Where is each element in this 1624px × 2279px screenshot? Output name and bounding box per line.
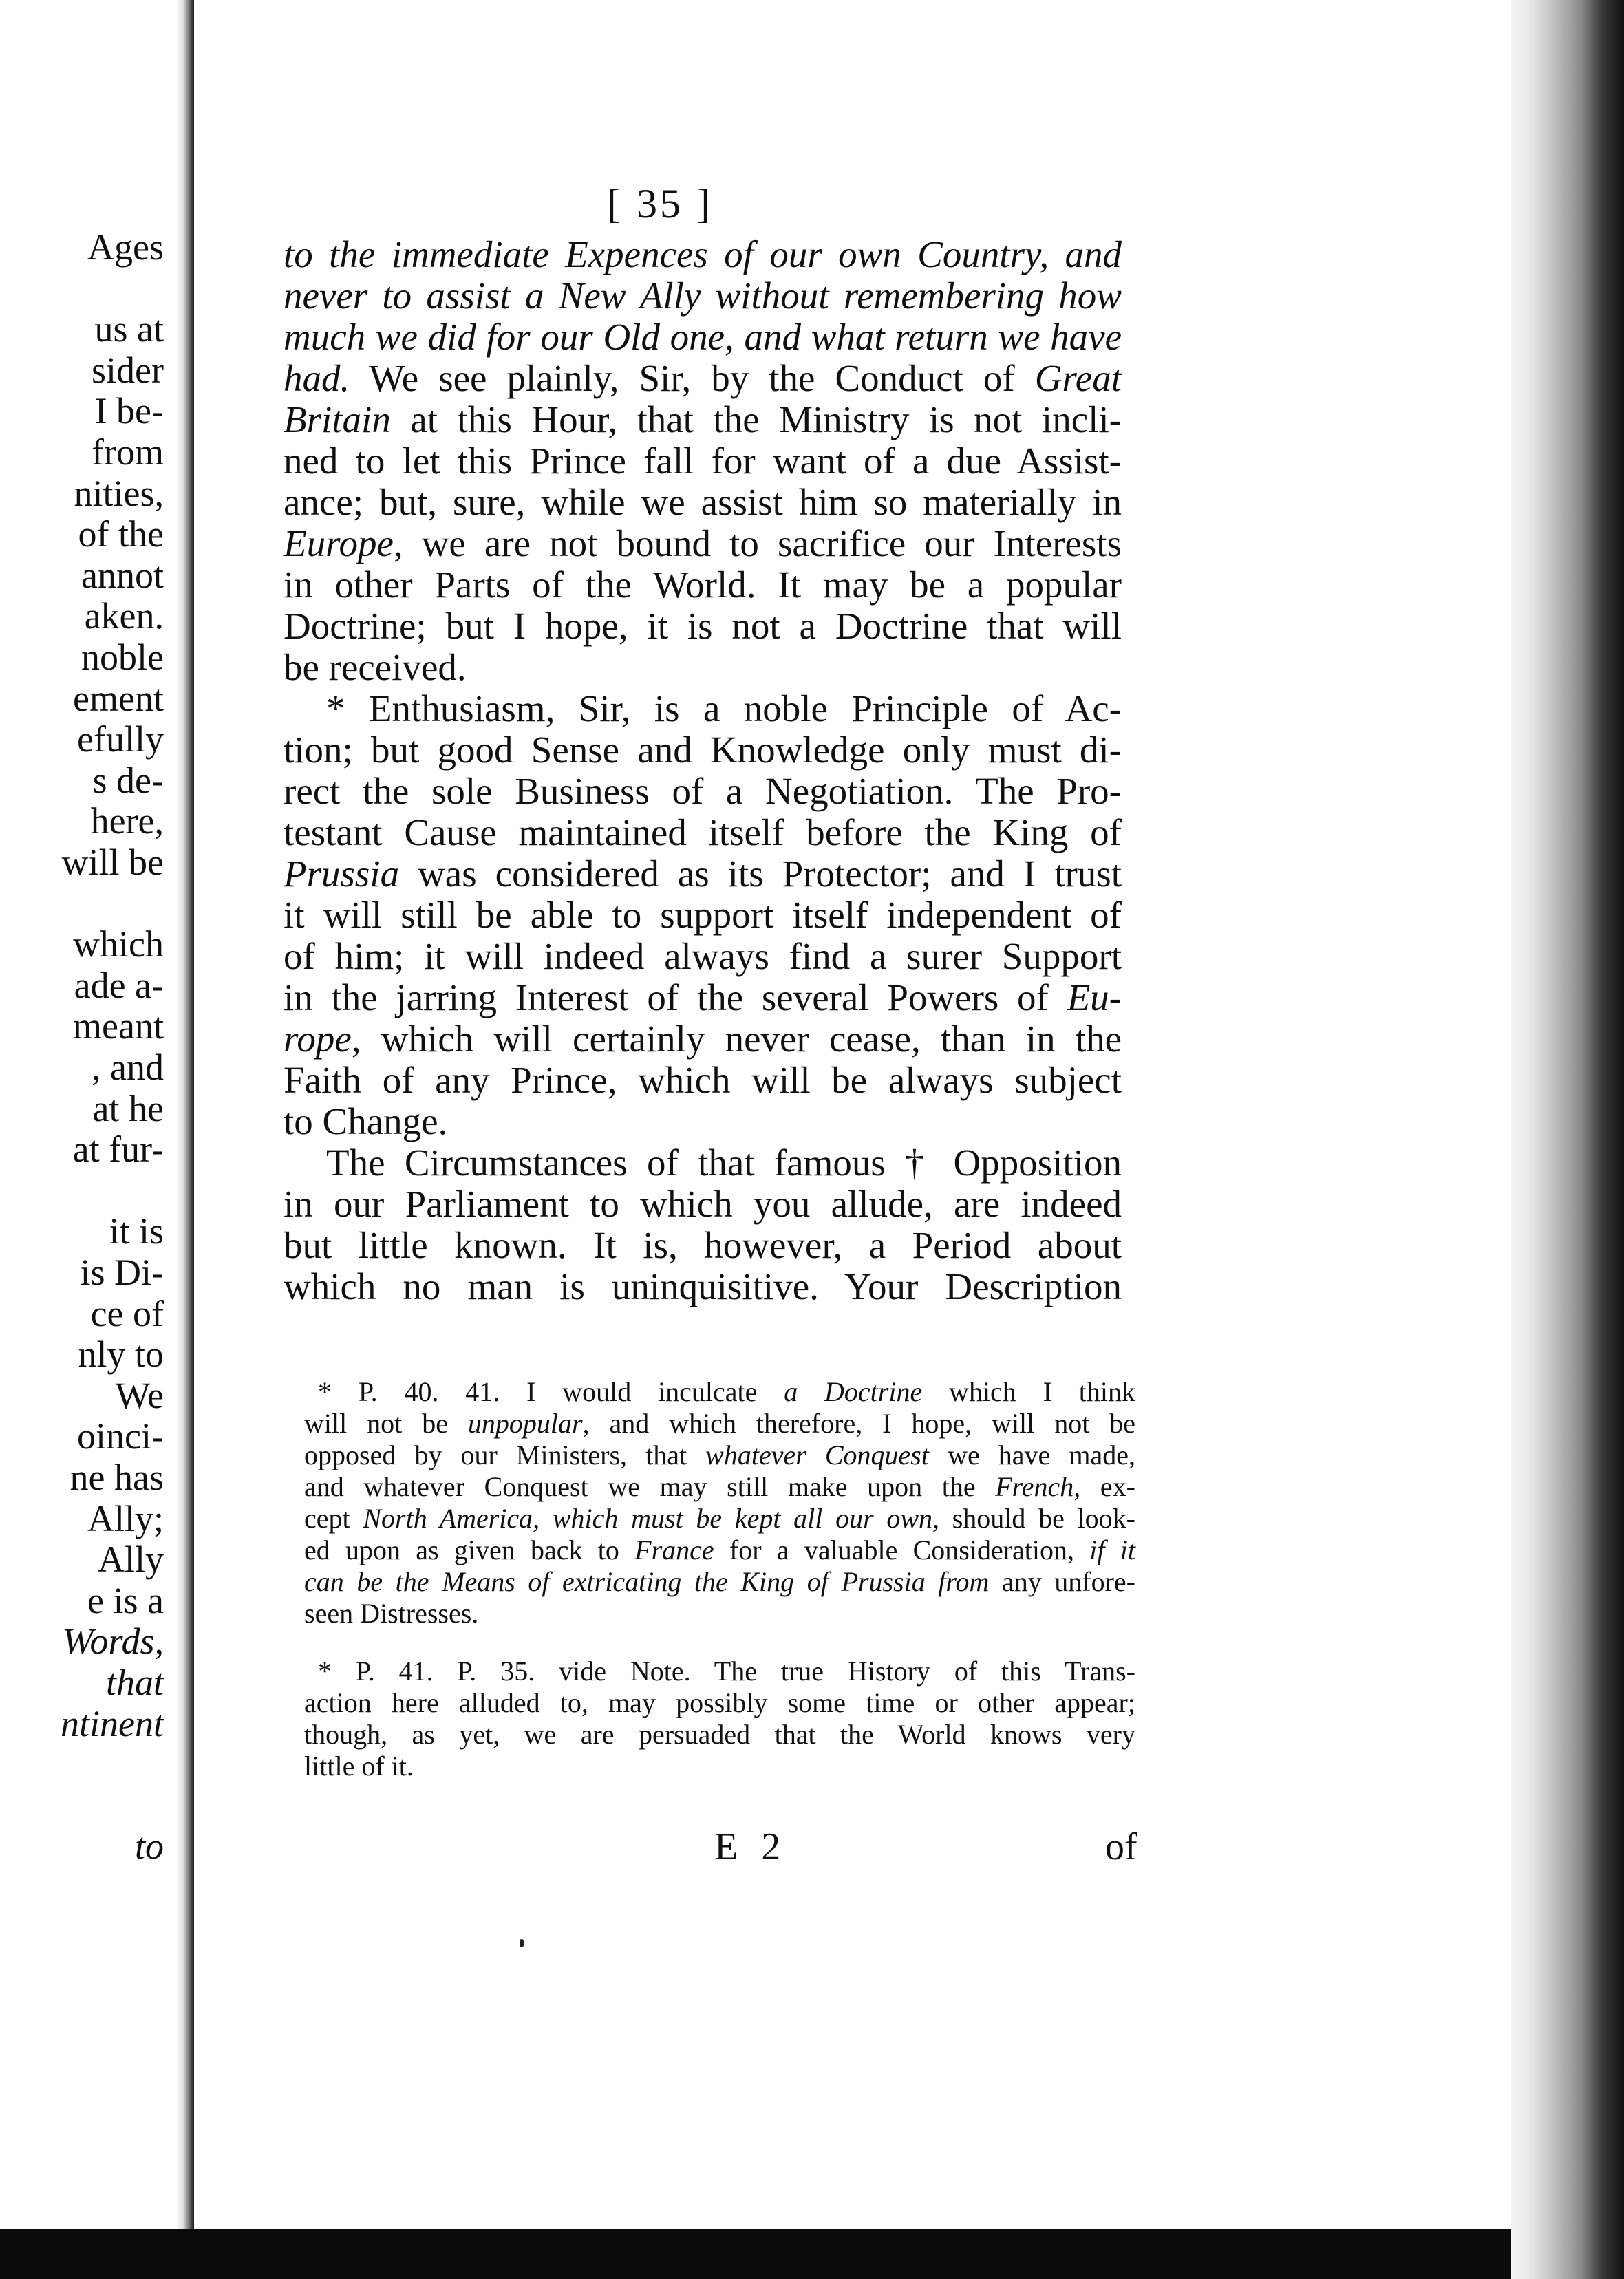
text: we have made, xyxy=(928,1440,1136,1470)
left-page-fragment: s de- xyxy=(92,759,164,801)
text-line xyxy=(284,1266,1122,1307)
text: which I think xyxy=(922,1376,1135,1407)
text: be received. xyxy=(284,646,467,688)
footnote-line xyxy=(304,1440,1135,1471)
text-line xyxy=(284,1018,1122,1060)
text-line xyxy=(284,1060,1122,1101)
text: , and which therefore, I hope, will not be xyxy=(582,1408,1136,1439)
page-number: [ 35 ] xyxy=(607,181,713,226)
italic-text: Prussia xyxy=(284,853,400,895)
text-line xyxy=(284,564,1122,606)
text: testant Cause maintained itself before the King of xyxy=(284,811,1122,853)
left-page-fragment: from xyxy=(92,431,164,473)
footnote-line xyxy=(304,1656,1135,1687)
text: in the jarring Interest of the several Powers of xyxy=(284,976,1067,1018)
text-line xyxy=(284,936,1122,977)
text: of him; it will indeed always find a surer Support xyxy=(284,935,1122,977)
text: ned to let this Prince fall for want of a due Assist- xyxy=(284,440,1122,482)
text-line xyxy=(284,1184,1122,1225)
footnote-line xyxy=(304,1503,1135,1534)
left-page-fragment: at he xyxy=(92,1087,164,1129)
text: ed upon as given back to xyxy=(304,1534,635,1565)
text: Doctrine; but I hope, it is not a Doctrine that will xyxy=(284,605,1122,647)
text: action here alluded to, may possibly some time or other appear; xyxy=(304,1687,1135,1718)
text: in other Parts of the World. It may be a popular xyxy=(284,564,1122,606)
footnote xyxy=(304,1656,1135,1782)
footnote-line xyxy=(304,1687,1135,1719)
text: * Enthusiasm, Sir, is a noble Principle of Ac- xyxy=(326,687,1122,729)
left-page-fragment: Words, xyxy=(62,1620,164,1662)
left-page-fragment: Ally xyxy=(97,1539,164,1581)
left-page-fragment: at fur- xyxy=(72,1128,164,1170)
footnote-line xyxy=(304,1751,1135,1782)
left-page-fragment: ntinent xyxy=(61,1702,164,1744)
left-page-fragment: nly to xyxy=(78,1334,164,1376)
text: which no man is uninquisitive. Your Description xyxy=(284,1265,1122,1307)
footnote-line xyxy=(304,1719,1135,1751)
text: should be look- xyxy=(939,1503,1135,1534)
left-page-fragment: ade a- xyxy=(74,964,164,1006)
italic-text: Great xyxy=(1034,357,1122,399)
footnotes xyxy=(304,1376,1135,1782)
left-page-fragment: ce of xyxy=(90,1292,164,1334)
left-page-fragment: noble xyxy=(81,636,164,678)
footnote-line xyxy=(304,1566,1135,1598)
body-text xyxy=(284,234,1122,1307)
italic-text: France xyxy=(634,1534,714,1565)
left-page-fragment: it is xyxy=(109,1210,164,1252)
italic-text: if it xyxy=(1089,1534,1136,1565)
text-line xyxy=(284,895,1122,936)
text: ance; but, sure, while we assist him so materially in xyxy=(284,481,1122,523)
italic-text: rope xyxy=(284,1018,352,1060)
book-gutter xyxy=(176,0,194,2229)
text-line xyxy=(284,317,1122,358)
left-page-fragment: is Di- xyxy=(80,1252,164,1293)
footnote xyxy=(304,1376,1135,1629)
left-page-fragment: We xyxy=(115,1374,164,1416)
text-line xyxy=(284,771,1122,812)
left-page-fragment: nities, xyxy=(74,472,164,514)
text-line xyxy=(284,606,1122,647)
footnote-line xyxy=(304,1598,1135,1629)
ink-speck xyxy=(520,1939,524,1947)
left-facing-page xyxy=(0,0,194,2229)
italic-text: Eu- xyxy=(1067,976,1122,1018)
left-page-fragment: , and xyxy=(92,1047,164,1088)
footnote-line xyxy=(304,1376,1135,1408)
text: any unfore- xyxy=(989,1566,1135,1597)
left-page-fragment: e is a xyxy=(87,1579,164,1621)
text: at this Hour, that the Ministry is not incli- xyxy=(390,398,1122,440)
left-page-fragment: here, xyxy=(90,800,164,842)
text-line xyxy=(284,812,1122,853)
text-line xyxy=(284,1142,1122,1184)
italic-text: never to assist a New Ally without remembering how xyxy=(284,275,1122,317)
text: was considered as its Protector; and I trust xyxy=(399,853,1122,895)
left-page-fragment: I be- xyxy=(94,390,164,432)
left-page-fragment: us at xyxy=(94,308,164,350)
text: will not be xyxy=(304,1408,468,1439)
text: The Circumstances of that famous † Opposition xyxy=(326,1142,1122,1184)
text-line xyxy=(284,729,1122,771)
text: to Change. xyxy=(284,1100,448,1142)
italic-text: to the immediate Expences of our own Country, and xyxy=(284,233,1122,275)
italic-text: unpopular xyxy=(467,1408,583,1439)
italic-text: much we did for our Old one, and what return we have xyxy=(284,316,1122,358)
left-page-fragment: to xyxy=(134,1826,164,1868)
text: and whatever Conquest we may still make upon the xyxy=(304,1471,996,1502)
text: We see plainly, Sir, by the Conduct of xyxy=(350,357,1035,399)
text: in our Parliament to which you allude, are indeed xyxy=(284,1183,1122,1225)
text-line xyxy=(284,1225,1122,1266)
catchword: of xyxy=(1105,1826,1137,1868)
text-line xyxy=(284,853,1122,895)
italic-text: whatever Conquest xyxy=(705,1440,929,1470)
left-page-fragment: will be xyxy=(61,842,164,883)
left-page-fragment: Ages xyxy=(87,226,164,268)
text-line xyxy=(284,482,1122,523)
left-page-fragment: which xyxy=(73,923,164,965)
text: , we are not bound to sacrifice our Interests xyxy=(393,522,1122,564)
italic-text: a Doctrine xyxy=(784,1376,923,1407)
text: * P. 40. 41. I would inculcate xyxy=(318,1376,784,1407)
text: rect the sole Business of a Negotiation. The Pro- xyxy=(284,770,1122,812)
footnote-spacer xyxy=(304,1629,1135,1656)
text-line xyxy=(284,977,1122,1018)
left-page-fragment: efully xyxy=(77,718,164,760)
text: tion; but good Sense and Knowledge only must di- xyxy=(284,729,1122,771)
footnote-line xyxy=(304,1408,1135,1440)
left-page-fragment: that xyxy=(105,1662,164,1703)
left-page-fragment: ement xyxy=(73,677,164,719)
text: though, as yet, we are persuaded that the World knows very xyxy=(304,1719,1135,1750)
italic-text: North America, which must be kept all our own, xyxy=(363,1503,940,1534)
italic-text: Britain xyxy=(284,398,391,440)
page-edge-stack xyxy=(1511,0,1624,2279)
text: but little known. It is, however, a Period about xyxy=(284,1224,1122,1266)
text: Faith of any Prince, which will be always subject xyxy=(284,1059,1122,1101)
left-page-fragment: sider xyxy=(92,349,164,391)
text: * P. 41. P. 35. vide Note. The true History of this Trans- xyxy=(318,1656,1135,1687)
left-page-fragment: of the xyxy=(78,513,164,555)
italic-text: Europe xyxy=(284,522,394,564)
text: cept xyxy=(304,1503,363,1534)
text-line xyxy=(284,688,1122,729)
left-page-fragment: ne has xyxy=(70,1457,164,1498)
text-line xyxy=(284,234,1122,275)
text-line xyxy=(284,647,1122,688)
italic-text: French xyxy=(995,1471,1074,1502)
text: , ex- xyxy=(1073,1471,1135,1502)
left-page-fragment: aken. xyxy=(84,595,164,637)
italic-text: can be the Means of extricating the King of Prussia from xyxy=(304,1566,990,1597)
text-line xyxy=(284,358,1122,399)
text: it will still be able to support itself independent of xyxy=(284,894,1122,936)
signature-mark: E 2 xyxy=(714,1826,788,1868)
italic-text: had. xyxy=(284,357,350,399)
text-line xyxy=(284,440,1122,482)
text-line xyxy=(284,523,1122,564)
text-line xyxy=(284,399,1122,440)
footnote-line xyxy=(304,1471,1135,1503)
left-page-fragment: Ally; xyxy=(87,1497,164,1539)
left-page-fragment: oinci- xyxy=(77,1415,164,1457)
text: little of it. xyxy=(304,1751,414,1782)
footnote-line xyxy=(304,1534,1135,1566)
left-page-fragment: meant xyxy=(73,1005,164,1047)
left-page-fragment: annot xyxy=(81,554,164,596)
text: seen Distresses. xyxy=(304,1598,479,1629)
text: , which will certainly never cease, than in the xyxy=(351,1018,1122,1060)
text-line xyxy=(284,1101,1122,1142)
text-line xyxy=(284,275,1122,317)
text: for a valuable Consideration, xyxy=(714,1534,1090,1565)
text: opposed by our Ministers, that xyxy=(304,1440,706,1470)
